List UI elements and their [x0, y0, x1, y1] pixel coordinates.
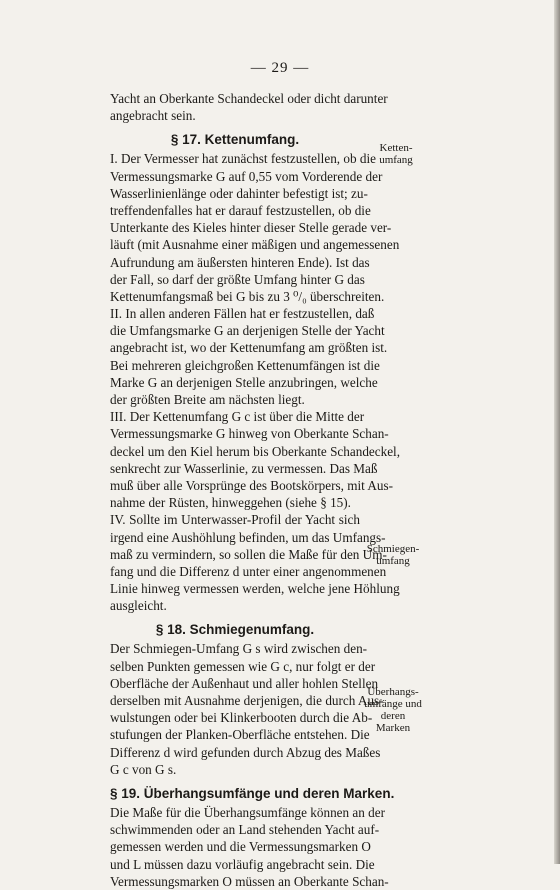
section-heading: § 18. Schmiegenumfang. — [155, 622, 315, 638]
margin-note-schmiegenumfang — [362, 543, 424, 567]
text-line: der größten Breite am nächsten liegt. — [110, 392, 305, 407]
text-line: G c von G s. — [110, 761, 177, 777]
text-line: gemessen werden und die Vermessungsmarken O — [110, 839, 371, 855]
margin-note-line: deren — [380, 710, 406, 722]
main-text-column — [110, 90, 401, 890]
text-line: Unterkante des Kieles hinter dieser Stelle gerade ver- — [110, 220, 392, 236]
margin-note-ueberhangsumfaenge — [360, 686, 426, 734]
text-line: senkrecht zur Wasserlinie, zu vermessen. Das Maß — [110, 460, 378, 476]
margin-note-line: umfänge und — [364, 698, 422, 710]
text-line: Kettenumfangsmaß bei G bis zu 3 ⁰/₀ überschreiten. — [110, 288, 385, 304]
margin-note-line: Ketten- — [379, 142, 413, 154]
text-line: Linie hinweg vermessen werden, welche jene Höhlung — [110, 581, 400, 597]
text-line: läuft (mit Ausnahme einer mäßigen und angemessenen — [110, 237, 400, 253]
text-line: Vermessungsmarke G hinweg von Oberkante Schan- — [110, 426, 389, 442]
text-line: irgend eine Aushöhlung befinden, um das Umfangs- — [110, 529, 386, 545]
intro-paragraph — [110, 90, 388, 124]
text-line: Aufrundung am äußersten hinteren Ende). Ist das — [110, 254, 370, 270]
margin-note-line: umfang — [376, 555, 410, 567]
text-line: deckel um den Kiel herum bis Oberkante Schandeckel, — [110, 443, 401, 459]
text-line: Vermessungsmarke G auf 0,55 vom Vorderende der — [110, 168, 383, 184]
text-line: Oberfläche der Außenhaut und aller hohlen Stellen — [110, 675, 379, 691]
text-line: angebracht ist, wo der Kettenumfang am größten ist. — [110, 340, 388, 356]
text-line: Wasserlinienlänge oder dahinter befestigt ist; zu- — [110, 185, 368, 201]
text-line: stufungen der Planken-Oberfläche entstehen. Die — [110, 727, 370, 743]
page-edge-shadow — [554, 0, 560, 864]
text-line: Differenz d wird gefunden durch Abzug des Maßes — [110, 744, 381, 760]
text-line: treffendenfalles hat er darauf festzustellen, ob die — [110, 202, 371, 218]
section-19 — [110, 778, 395, 890]
text-line: Yacht an Oberkante Schandeckel oder dicht darunter — [110, 91, 388, 106]
section-18 — [110, 614, 384, 778]
text-line: Bei mehreren gleichgroßen Kettenumfängen ist die — [110, 357, 380, 373]
section-body — [110, 640, 384, 778]
text-line: Vermessungsmarken O müssen an Oberkante Schan- — [110, 873, 389, 889]
text-line: Die Maße für die Überhangsumfänge können an der — [110, 804, 386, 820]
section-heading: § 19. Überhangsumfänge und deren Marken. — [110, 785, 395, 801]
text-line: der Fall, so darf der größte Umfang hinter G das — [110, 271, 365, 287]
margin-note-line: umfang — [379, 154, 413, 166]
text-line: III. Der Kettenumfang G c ist über die Mitte der — [110, 409, 365, 425]
margin-note-line: Marken — [375, 722, 411, 734]
text-line: Marke G an derjenigen Stelle anzubringen, welche — [110, 374, 378, 390]
margin-note-line: Schmiegen- — [366, 543, 420, 555]
text-line: ausgleicht. — [110, 598, 167, 614]
text-line: II. In allen anderen Fällen hat er festzustellen, daß — [110, 306, 375, 322]
text-line: Der Schmiegen-Umfang G s wird zwischen den- — [110, 641, 368, 657]
text-line: fang und die Differenz d unter einer angenommenen — [110, 563, 387, 579]
margin-note-kettenumfang — [368, 142, 424, 166]
text-line: muß über alle Vorsprünge des Bootskörpers, mit Aus- — [110, 477, 394, 493]
text-line: angebracht sein. — [110, 108, 196, 124]
page-number: — 29 — — [250, 60, 310, 76]
text-line: IV. Sollte im Unterwasser-Profil der Yacht sich — [110, 512, 360, 528]
text-line: wulstungen oder bei Klinkerbooten durch die Ab- — [110, 710, 373, 726]
text-line: maß zu vermindern, so sollen die Maße für den Um- — [110, 546, 387, 562]
text-line: nahme der Rüsten, hinweggehen (siehe § 15). — [110, 495, 351, 511]
section-heading: § 17. Kettenumfang. — [170, 132, 300, 148]
text-line: I. Der Vermesser hat zunächst festzustellen, ob die — [110, 151, 376, 167]
margin-note-line: Überhangs- — [367, 686, 419, 698]
text-line: schwimmenden oder an Land stehenden Yacht auf- — [110, 822, 380, 838]
text-line: und L müssen dazu vorläufig angebracht sein. Die — [110, 856, 375, 872]
text-line: derselben mit Ausnahme derjenigen, die durch Aus- — [110, 693, 384, 708]
text-line: die Umfangsmarke G an derjenigen Stelle der Yacht — [110, 323, 385, 339]
section-body — [110, 804, 389, 890]
text-line: selben Punkten gemessen wie G c, nur folgt er der — [110, 658, 376, 674]
